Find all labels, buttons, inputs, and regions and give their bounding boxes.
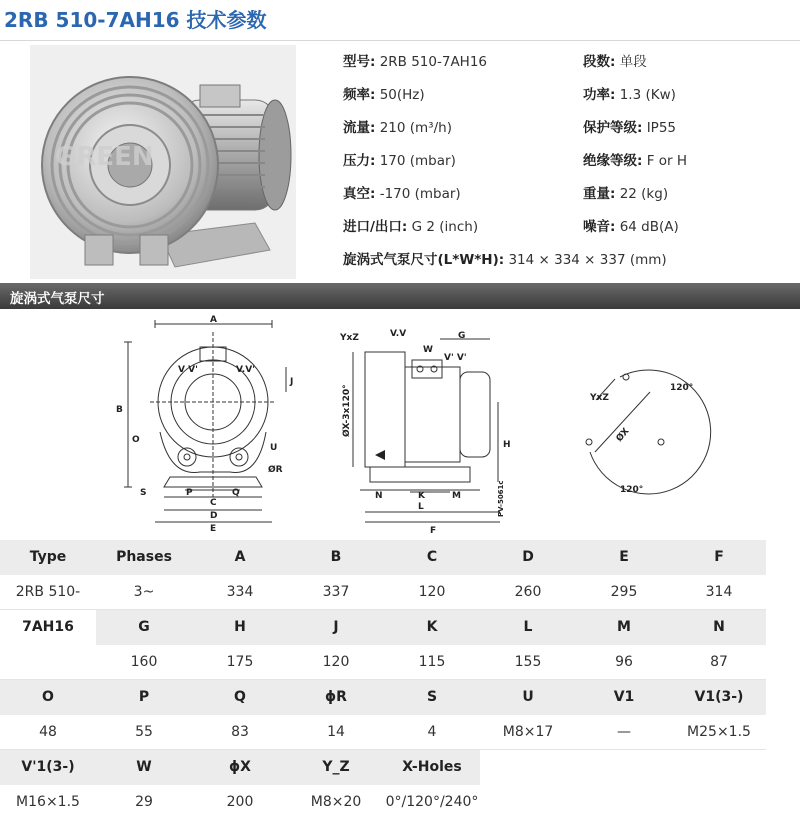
table-header-cell: G <box>96 610 192 645</box>
table-header-cell: ϕX <box>192 750 288 785</box>
dim-label-b: B <box>116 405 123 415</box>
table-cell-empty <box>0 645 96 680</box>
table-cell: 120 <box>288 645 384 680</box>
table-cell: 55 <box>96 715 192 750</box>
title-divider <box>0 40 800 41</box>
dim-label-j: J <box>290 377 294 387</box>
table-cell-empty <box>576 785 672 820</box>
side-label-yxz: YxZ <box>340 333 359 343</box>
table-header-cell: J <box>288 610 384 645</box>
spec-weight: 重量: 22 (kg) <box>583 186 669 202</box>
table-header-cell: N <box>672 610 766 645</box>
table-cell-type-cont: 7AH16 <box>0 610 96 645</box>
parameter-table <box>0 540 766 819</box>
dim-label-r: ØR <box>268 465 283 475</box>
dim-label-a: A <box>210 315 217 325</box>
table-row <box>0 575 766 610</box>
spec-protection: 保护等级: IP55 <box>583 120 676 136</box>
dim-label-vv: V V' <box>178 365 198 375</box>
table-cell: 14 <box>288 715 384 750</box>
spec-power: 功率: 1.3 (Kw) <box>583 87 676 103</box>
side-label-w: W <box>423 345 433 355</box>
table-cell: 48 <box>0 715 96 750</box>
table-header-cell: H <box>192 610 288 645</box>
spec-stages: 段数: 单段 <box>583 54 647 70</box>
side-label-f: F <box>430 526 437 536</box>
table-header-cell: B <box>288 540 384 575</box>
side-label-k: K <box>418 491 425 501</box>
table-header-cell: F <box>672 540 766 575</box>
dim-label-p: P <box>186 488 193 498</box>
dim-label-q: Q <box>232 488 240 498</box>
front-view-drawing <box>124 320 286 522</box>
dim-label-s: S <box>140 488 147 498</box>
table-row <box>0 785 766 820</box>
side-label-l: L <box>418 502 424 512</box>
table-header-cell: ϕR <box>288 680 384 715</box>
table-row <box>0 645 766 680</box>
table-cell: 29 <box>96 785 192 820</box>
table-header-cell: Q <box>192 680 288 715</box>
table-cell-empty <box>576 750 672 785</box>
table-cell: 3~ <box>96 575 192 610</box>
product-photo <box>30 45 296 279</box>
spec-pressure: 压力: 170 (mbar) <box>343 153 456 169</box>
table-header-row <box>0 610 766 645</box>
table-cell: M16×1.5 <box>0 785 96 820</box>
table-cell-type: 2RB 510- <box>0 575 96 610</box>
table-cell: 155 <box>480 645 576 680</box>
table-header-cell: D <box>480 540 576 575</box>
table-cell: 337 <box>288 575 384 610</box>
spec-flow: 流量: 210 (m³/h) <box>343 120 452 136</box>
table-header-cell: X-Holes <box>384 750 480 785</box>
table-header-cell: U <box>480 680 576 715</box>
dim-label-vv-prime: V.V' <box>236 365 255 375</box>
dimension-drawings <box>0 312 800 540</box>
table-cell: 115 <box>384 645 480 680</box>
dim-label-c: C <box>210 498 217 508</box>
table-cell: 314 <box>672 575 766 610</box>
table-cell-empty <box>672 750 766 785</box>
side-label-h: H <box>503 440 511 450</box>
spec-frequency: 频率: 50(Hz) <box>343 87 425 103</box>
table-cell: 96 <box>576 645 672 680</box>
dim-label-o: O <box>132 435 140 445</box>
side-label-part-no: PV-5061c <box>497 480 505 517</box>
table-header-cell: Phases <box>96 540 192 575</box>
table-header-cell: A <box>192 540 288 575</box>
table-header-row <box>0 750 766 785</box>
table-header-cell: E <box>576 540 672 575</box>
table-cell: 4 <box>384 715 480 750</box>
table-row <box>0 715 766 750</box>
table-cell: 200 <box>192 785 288 820</box>
spec-dimensions: 旋涡式气泵尺寸(L*W*H): 314 × 334 × 337 (mm) <box>343 252 667 268</box>
table-header-cell: V1(3-) <box>672 680 766 715</box>
table-header-row <box>0 680 766 715</box>
section-title: 旋涡式气泵尺寸 <box>10 291 105 307</box>
spec-insulation: 绝缘等级: F or H <box>583 153 688 169</box>
page-title: 2RB 510-7AH16 技术参数 <box>4 8 267 32</box>
table-cell: M8×17 <box>480 715 576 750</box>
table-cell: 160 <box>96 645 192 680</box>
dim-label-e: E <box>210 524 217 534</box>
side-label-n: N <box>375 491 383 501</box>
table-header-cell: M <box>576 610 672 645</box>
flange-label-angle-1: 120° <box>670 383 694 393</box>
spec-vacuum: 真空: -170 (mbar) <box>343 186 461 202</box>
table-cell: 120 <box>384 575 480 610</box>
flange-label-angle-2: 120° <box>620 485 644 495</box>
photo-watermark: GREEN <box>55 142 154 172</box>
table-cell-empty <box>672 785 766 820</box>
table-cell: 0°/120°/240° <box>384 785 480 820</box>
table-cell-empty <box>480 750 576 785</box>
table-cell: 175 <box>192 645 288 680</box>
table-header-cell: K <box>384 610 480 645</box>
side-label-g: G <box>458 331 466 341</box>
side-label-ox: ØX-3x120° <box>342 384 352 437</box>
table-header-cell: P <box>96 680 192 715</box>
table-cell: — <box>576 715 672 750</box>
table-cell: 260 <box>480 575 576 610</box>
table-cell: 295 <box>576 575 672 610</box>
side-label-vv-prime: V' V' <box>444 353 467 363</box>
table-cell: M8×20 <box>288 785 384 820</box>
dim-label-u: U <box>270 443 278 453</box>
table-header-cell: Type <box>0 540 96 575</box>
table-header-cell: L <box>480 610 576 645</box>
table-header-cell: Y_Z <box>288 750 384 785</box>
dim-label-d: D <box>210 511 218 521</box>
spec-inlet-outlet: 进口/出口: G 2 (inch) <box>343 219 479 235</box>
table-cell: M25×1.5 <box>672 715 766 750</box>
flange-label-ox: ØX <box>614 426 632 444</box>
table-header-cell: V'1(3-) <box>0 750 96 785</box>
table-header-cell: S <box>384 680 480 715</box>
table-header-cell: V1 <box>576 680 672 715</box>
table-header-cell: W <box>96 750 192 785</box>
table-header-cell: C <box>384 540 480 575</box>
table-cell: 83 <box>192 715 288 750</box>
flange-label-yxz: YxZ <box>590 393 609 403</box>
section-header <box>0 283 800 309</box>
side-label-vv: V.V <box>390 329 407 339</box>
table-header-row <box>0 540 766 575</box>
table-cell: 87 <box>672 645 766 680</box>
spec-model: 型号: 2RB 510-7AH16 <box>343 54 488 70</box>
spec-noise: 噪音: 64 dB(A) <box>583 219 679 235</box>
table-cell-empty <box>480 785 576 820</box>
side-label-m: M <box>452 491 461 501</box>
table-cell: 334 <box>192 575 288 610</box>
table-header-cell: O <box>0 680 96 715</box>
